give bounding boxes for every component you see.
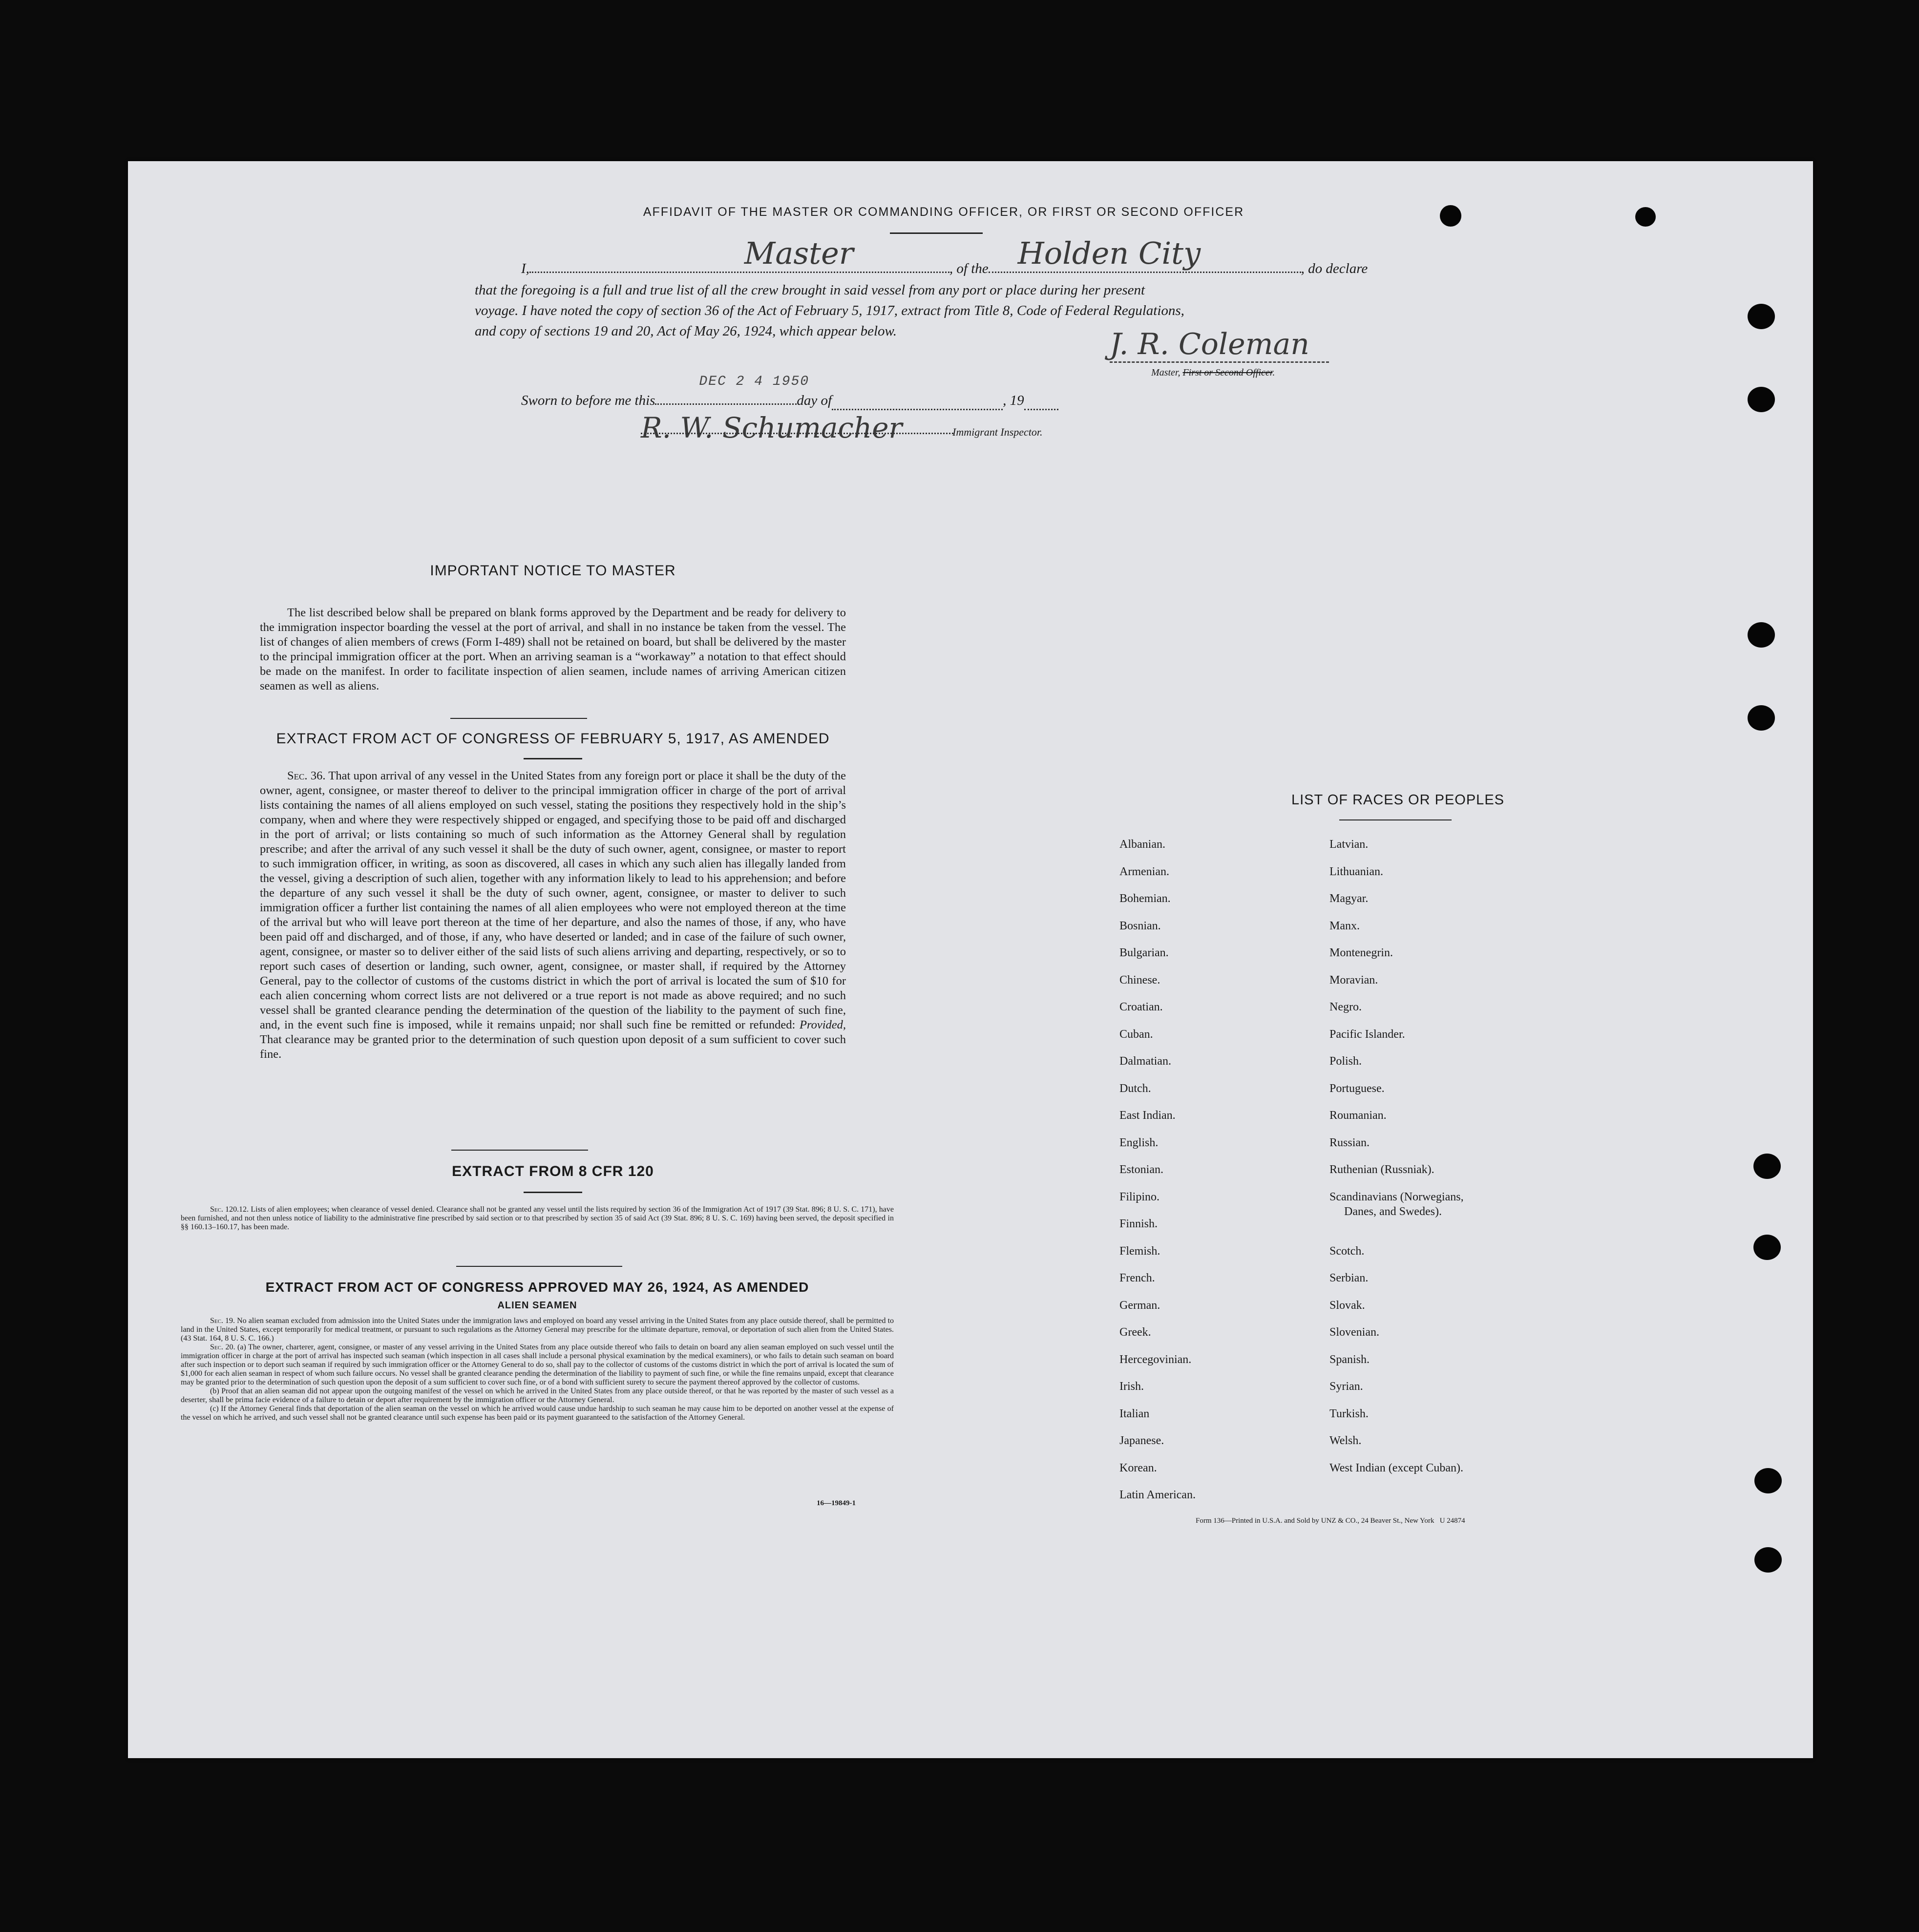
race-item: Cuban. xyxy=(1119,1028,1153,1041)
race-item: Latvian. xyxy=(1329,838,1369,851)
race-item: Croatian. xyxy=(1119,1001,1163,1013)
affidavit-i: I, xyxy=(521,261,529,276)
race-item: Latin American. xyxy=(1119,1489,1196,1501)
cfr-sec-text: Lists of alien employees; when clearance of vessel denied. Clearance shall not be granted any vessel until the lists required by section 36 of the Immigration Act of 1917 (39 Stat. 896; 8 U. S. C. 171), have been furnished, and not then unless notice of liability to the administrative fine prescribed by said section or to that prescribed by section 35 of said Act (39 Stat. 896; 8 U. S. C. 169) having been served, the deposit specified in §§ 160.13–160.17, has been made. xyxy=(181,1205,894,1231)
divider xyxy=(456,1266,622,1267)
affidavit-title: AFFIDAVIT OF THE MASTER OR COMMANDING OFFICER, OR FIRST OR SECOND OFFICER xyxy=(643,205,1244,219)
cfr-sec-label: Sec. 120.12. xyxy=(210,1205,249,1214)
race-item: Chinese. xyxy=(1119,974,1160,987)
race-item: Negro. xyxy=(1329,1001,1362,1013)
sworn-month-field xyxy=(832,393,1003,410)
inspector-caption: Immigrant Inspector. xyxy=(952,426,1043,438)
date-stamp: DEC 2 4 1950 xyxy=(699,374,810,389)
sworn-day-field xyxy=(655,374,810,405)
caption-struck-officer: First or Second Officer xyxy=(1182,367,1273,378)
inspector-line xyxy=(641,411,1043,444)
punch-hole xyxy=(1754,1468,1782,1493)
punch-hole xyxy=(1753,1235,1781,1260)
sec19-label: Sec. 19. xyxy=(210,1317,235,1325)
punch-hole xyxy=(1748,304,1775,329)
sworn-prefix: Sworn to before me this xyxy=(521,393,655,408)
race-item: Roumanian. xyxy=(1329,1109,1387,1122)
race-item: Slovak. xyxy=(1329,1299,1365,1312)
race-item: Polish. xyxy=(1329,1055,1362,1068)
sworn-day-of: day of xyxy=(797,393,832,408)
proviso-label: Provided, xyxy=(799,1018,846,1031)
divider xyxy=(1339,819,1452,820)
race-item: Flemish. xyxy=(1119,1245,1160,1258)
caption-master: Master, xyxy=(1151,367,1181,378)
race-item: Welsh. xyxy=(1329,1434,1362,1447)
sec19-text: No alien seaman excluded from admission into the United States under the immigration laws and employed on board any vessel arriving in the United States from any place outside thereof, shall be permitted to land in the United States, except temporarily for medical treatment, or pursuant to such regulations as the Attorney General may prescribe for the ultimate departure, removal, or deportation of such alien from the United States. (43 Stat. 164, 8 U. S. C. 166.) xyxy=(181,1317,894,1343)
race-item: Slovenian. xyxy=(1329,1326,1379,1339)
race-item: Magyar. xyxy=(1329,892,1369,905)
sec20-label: Sec. 20. xyxy=(210,1343,235,1351)
affidavit-declare: , do declare xyxy=(1301,261,1368,276)
race-item: Portuguese. xyxy=(1329,1082,1385,1095)
master-handwriting: Master xyxy=(744,235,854,271)
race-item: Dutch. xyxy=(1119,1082,1151,1095)
race-item: Filipino. xyxy=(1119,1191,1160,1203)
affidavit-line-2: that the foregoing is a full and true list of all the crew brought in said vessel from any port or place during her present xyxy=(475,282,1145,298)
race-item: Bulgarian. xyxy=(1119,946,1169,959)
sworn-year-field xyxy=(1024,393,1058,410)
race-item: West Indian (except Cuban). xyxy=(1329,1462,1463,1474)
affidavit-line-3: voyage. I have noted the copy of section 36 of the Act of February 5, 1917, extract from Title 8, Code of Federal Regulations, xyxy=(475,303,1184,318)
race-item: Finnish. xyxy=(1119,1218,1158,1230)
race-item: Bosnian. xyxy=(1119,920,1161,932)
manifest-sheet xyxy=(128,161,1813,1758)
race-item: Japanese. xyxy=(1119,1434,1164,1447)
race-item: Serbian. xyxy=(1329,1272,1369,1284)
punch-hole xyxy=(1440,205,1461,227)
race-item: Danes, and Swedes). xyxy=(1344,1205,1442,1218)
sec36-label: Sec. 36. xyxy=(287,769,326,782)
act1924-subheading: ALIEN SEAMEN xyxy=(497,1300,577,1311)
races-heading: LIST OF RACES OR PEOPLES xyxy=(1291,792,1505,808)
sec36-text: That upon arrival of any vessel in the United States from any foreign port or place it shall be the duty of the owner, agent, consignee, or master thereof to deliver to the principal immigration officer in charge of the port of arrival lists containing the names of all aliens employed on such vessel, stating the positions they respectively hold in the ship’s company, when and where they were respectively shipped or engaged, and specifying those to be paid off and discharged in the port of arrival; or lists containing so much of such information as the Attorney General shall by regulation prescribe; and after the arrival of any such vessel it shall be the duty of such owner, agent, consignee, or master to report to such immigration officer, in writing, as soon as discovered, all cases in which any such alien has illegally landed from the vessel, giving a description of such alien, together with any information likely to lead to his apprehension; and before the departure of any such vessel it shall be the duty of such owner, agent, consignee, or master to deliver to such immigration officer a further list containing the names of all alien employees who were not employed thereon at the time of the arrival but who will leave port thereon at the time of her departure, and also the names of those, if any, who have been paid off and discharged, and of those, if any, who have deserted or landed; and in case of the failure of such owner, agent, consignee, or master so to deliver either of the said lists of such aliens arriving and departing, respectively, or so to report such cases of desertion or landing, such owner, agent, consignee, or master shall, if required by the Attorney General, pay to the collector of customs of the customs district in which the port of arrival is located the sum of $10 for each alien concerning whom correct lists are not delivered or a true report is not made as above required; and no such vessel shall be granted clearance pending the determination of the question of the liability to the payment of such fine, and, in the event such fine is imposed, while it remains unpaid; nor shall such fine be remitted or refunded: xyxy=(260,769,846,1031)
race-item: Turkish. xyxy=(1329,1407,1369,1420)
inspector-signature: R. W. Schumacher xyxy=(641,411,903,444)
race-item: Hercegovinian. xyxy=(1119,1353,1192,1366)
race-item: French. xyxy=(1119,1272,1155,1284)
race-item: Spanish. xyxy=(1329,1353,1370,1366)
sworn-year: , 19 xyxy=(1003,393,1024,408)
affidavit-of-the: , of the xyxy=(949,261,989,276)
divider xyxy=(524,758,582,759)
sec20c-text: (c) If the Attorney General finds that deportation of the alien seaman on the vessel on which he arrived would cause undue hardship to such seaman he may cause him to be deported on another vessel at the expense of the vessel on which he arrived, and such vessel shall not be granted clearance until such expense has been paid or its payment guaranteed to the satisfaction of the Attorney General. xyxy=(181,1405,894,1422)
act1917-body xyxy=(260,769,846,1062)
race-item: Lithuanian. xyxy=(1329,865,1383,878)
affidavit-line-1 xyxy=(521,235,1368,277)
race-item: Korean. xyxy=(1119,1462,1157,1474)
race-item: German. xyxy=(1119,1299,1160,1312)
race-item: Italian xyxy=(1119,1407,1150,1420)
cfr-body xyxy=(181,1205,894,1232)
sec20a-text: (a) The owner, charterer, agent, consignee, or master of any vessel arriving in the United States from any place outside thereof who fails to detain on board any alien seaman employed on such vessel until the immigration officer in charge at the port of arrival has inspected such seaman (which inspection in all cases shall include a personal physical examination by the medical examiners), or who fails to detain such seaman on board after such inspection or to deport such seaman if required by such immigration officer or the Attorney General to do so, shall pay to the collector of customs of the customs district in which the port of arrival is located the sum of $1,000 for each alien seaman in respect of whom such failure occurs. No vessel shall be granted clearance pending the determination of the liability to payment of such fine, or while the fine remains unpaid, except that clearance may be granted prior to the determination of such question upon the deposit of a sum sufficient to cover such fine, or of a bond with sufficient surety to secure the payment thereof approved by the collector of customs. xyxy=(181,1343,894,1386)
race-item: East Indian. xyxy=(1119,1109,1176,1122)
act1924-body xyxy=(181,1317,894,1422)
master-field xyxy=(529,235,949,273)
race-item: Syrian. xyxy=(1329,1380,1363,1393)
caption-period: . xyxy=(1272,367,1275,378)
vessel-field xyxy=(989,235,1301,273)
divider xyxy=(451,1150,588,1151)
sworn-line xyxy=(521,374,1058,410)
punch-hole xyxy=(1748,622,1775,648)
race-item: Russian. xyxy=(1329,1136,1370,1149)
punch-hole xyxy=(1635,207,1656,227)
sec20a-para xyxy=(181,1343,894,1387)
act1924-heading: EXTRACT FROM ACT OF CONGRESS APPROVED MAY 26, 1924, AS AMENDED xyxy=(265,1280,809,1295)
race-item: Scandinavians (Norwegians, xyxy=(1329,1191,1464,1203)
punch-hole xyxy=(1753,1154,1781,1179)
race-item: Estonian. xyxy=(1119,1163,1163,1176)
race-item: Pacific Islander. xyxy=(1329,1028,1405,1041)
sec19-para xyxy=(181,1317,894,1343)
race-item: Bohemian. xyxy=(1119,892,1171,905)
divider xyxy=(450,718,587,719)
divider xyxy=(890,232,983,234)
cfr-heading: EXTRACT FROM 8 CFR 120 xyxy=(452,1163,654,1179)
notice-heading: IMPORTANT NOTICE TO MASTER xyxy=(430,563,676,579)
form-code: 16—19849-1 xyxy=(817,1499,856,1507)
race-item: Irish. xyxy=(1119,1380,1144,1393)
master-signature: J. R. Coleman xyxy=(1110,327,1329,363)
divider xyxy=(524,1192,582,1193)
race-item: Moravian. xyxy=(1329,974,1378,987)
punch-hole xyxy=(1748,387,1775,412)
notice-body: The list described below shall be prepared on blank forms approved by the Department and be ready for delivery to the immigration inspector boarding the vessel at the port of arrival, and shall in no instance be taken from the vessel. The list of changes of alien members of crews (Form I-489) shall not be retained on board, but shall be delivered by the master to the principal immigration officer at the port. When an arriving seaman is a “workaway” a notation to that effect should be made on the manifest. In order to facilitate inspection of alien seamen, include names of arriving American citizen seamen as well as aliens. xyxy=(260,606,846,693)
race-item: Albanian. xyxy=(1119,838,1165,851)
race-item: Scotch. xyxy=(1329,1245,1365,1258)
signature-caption xyxy=(1151,367,1275,378)
proviso-text: That clearance may be granted prior to the determination of such question upon deposit of a sum sufficient to cover such fine. xyxy=(260,1033,846,1061)
sec20b-text: (b) Proof that an alien seaman did not appear upon the outgoing manifest of the vessel on which he arrived in the United States from any place outside thereof, or that he was reported by the master of such vessel as a deserter, shall be prima facie evidence of a failure to detain or deport after requirement by the immigration officer or the Attorney General. xyxy=(181,1387,894,1404)
race-item: Greek. xyxy=(1119,1326,1151,1339)
footer-imprint: Form 136—Printed in U.S.A. and Sold by UNZ & CO., 24 Beaver St., New York U 24874 xyxy=(1196,1517,1465,1525)
race-item: English. xyxy=(1119,1136,1159,1149)
act1917-heading: EXTRACT FROM ACT OF CONGRESS OF FEBRUARY 5, 1917, AS AMENDED xyxy=(276,731,830,747)
vessel-handwriting: Holden City xyxy=(1017,235,1201,271)
race-item: Manx. xyxy=(1329,920,1360,932)
race-item: Montenegrin. xyxy=(1329,946,1393,959)
punch-hole xyxy=(1754,1547,1782,1573)
inspector-field xyxy=(641,432,953,434)
race-item: Dalmatian. xyxy=(1119,1055,1171,1068)
race-item: Armenian. xyxy=(1119,865,1169,878)
punch-hole xyxy=(1748,705,1775,731)
affidavit-line-4: and copy of sections 19 and 20, Act of May 26, 1924, which appear below. xyxy=(475,323,897,339)
race-item: Ruthenian (Russniak). xyxy=(1329,1163,1434,1176)
